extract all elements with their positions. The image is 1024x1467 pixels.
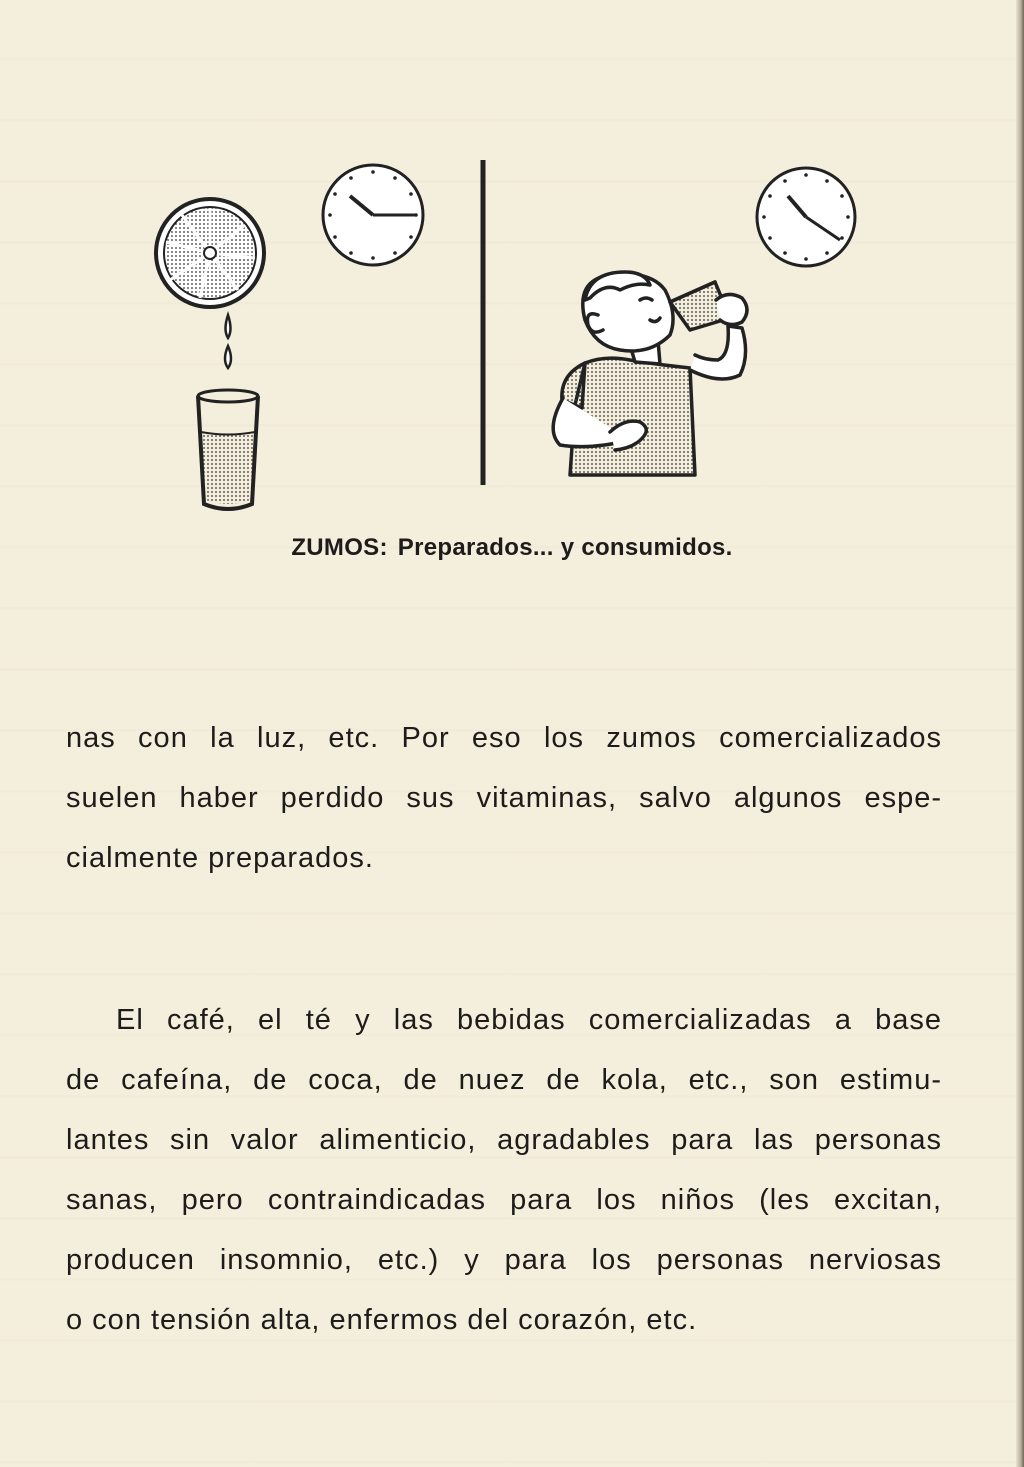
text-line: sanas, pero contraindicadas para los niños (les excitan, [66, 1184, 942, 1216]
text-line: nas con la luz, etc. Por eso los zumos comercializados [66, 722, 942, 754]
clock-left-icon [323, 165, 423, 265]
text-line: cialmente preparados. [66, 842, 374, 874]
clock-right-icon [757, 168, 855, 266]
paragraph-2 [66, 990, 942, 1350]
text-line: El café, el té y las bebidas comercializadas a base [116, 1004, 942, 1036]
text-line: o con tensión alta, enfermos del corazón, etc. [66, 1304, 698, 1336]
paragraph-1 [66, 708, 942, 888]
text-line: de cafeína, de coca, de nuez de kola, etc., son estimu- [66, 1064, 942, 1096]
caption-heading: ZUMOS: [291, 534, 388, 561]
orange-slice-icon [156, 199, 264, 307]
juice-drops-icon [225, 315, 231, 368]
boy-drinking-icon [553, 272, 747, 475]
text-line: suelen haber perdido sus vitaminas, salvo algunos espe- [66, 782, 942, 814]
page-edge [1016, 0, 1024, 1467]
caption-text: Preparados... y consumidos. [397, 534, 733, 561]
juice-illustration [130, 150, 890, 530]
figure-caption [0, 534, 1024, 562]
text-line: producen insomnio, etc.) y para los personas nerviosas [66, 1244, 942, 1276]
text-line: lantes sin valor alimenticio, agradables para las personas [66, 1124, 942, 1156]
juice-glass-icon [198, 390, 258, 509]
